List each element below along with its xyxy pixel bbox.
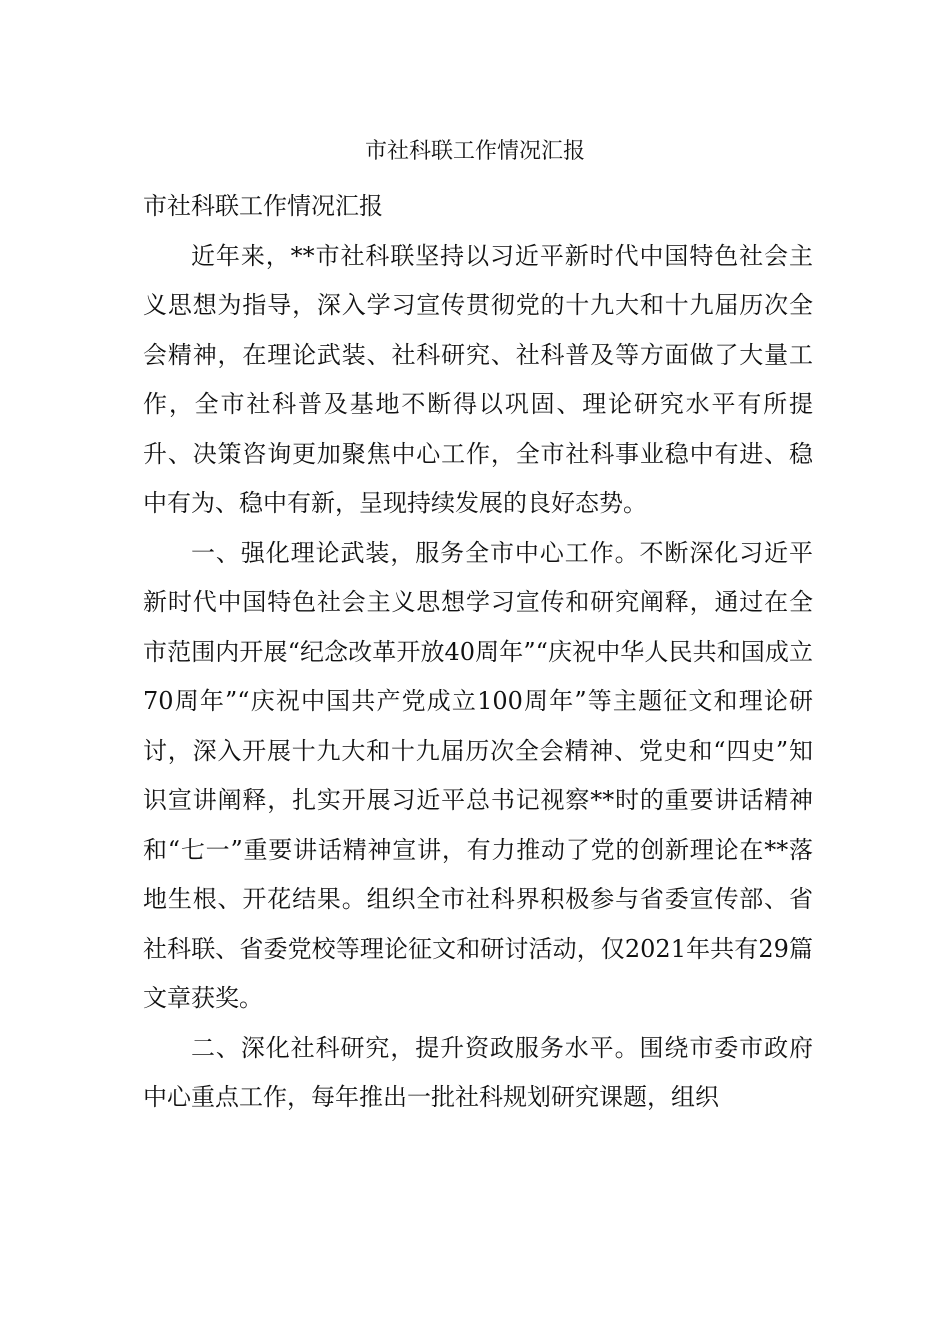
document-body bbox=[143, 182, 813, 1123]
paragraph-section-two: 二、深化社科研究，提升资政服务水平。围绕市委市政府中心重点工作，每年推出一批社科规划研究课题，组织 bbox=[143, 1033, 813, 1111]
document-subtitle: 市社科联工作情况汇报 bbox=[143, 192, 383, 220]
paragraph-section-one: 一、强化理论武装，服务全市中心工作。不断深化习近平新时代中国特色社会主义思想学习宣传和研究阐释，通过在全市范围内开展“纪念改革开放40周年”“庆祝中华人民共和国成立70周年”“庆祝中国共产党成立100周年”等主题征文和理论研讨，深入开展十九大和十九届历次全会精神、党史和“四史”知识宣讲阐释，扎实开展习近平总书记视察**时的重要讲话精神和“七一”重要讲话精神宣讲，有力推动了党的创新理论在**落地生根、开花结果。组织全市社科界积极参与省委宣传部、省社科联、省委党校等理论征文和研讨活动，仅2021年共有29篇文章获奖。 bbox=[143, 538, 813, 1012]
paragraph-intro: 近年来，**市社科联坚持以习近平新时代中国特色社会主义思想为指导，深入学习宣传贯彻党的十九大和十九届历次全会精神，在理论武装、社科研究、社科普及等方面做了大量工作，全市社科普及基地不断得以巩固、理论研究水平有所提升、决策咨询更加聚焦中心工作，全市社科事业稳中有进、稳中有为、稳中有新，呈现持续发展的良好态势。 bbox=[143, 241, 813, 517]
document-title: 市社科联工作情况汇报 bbox=[364, 139, 585, 164]
